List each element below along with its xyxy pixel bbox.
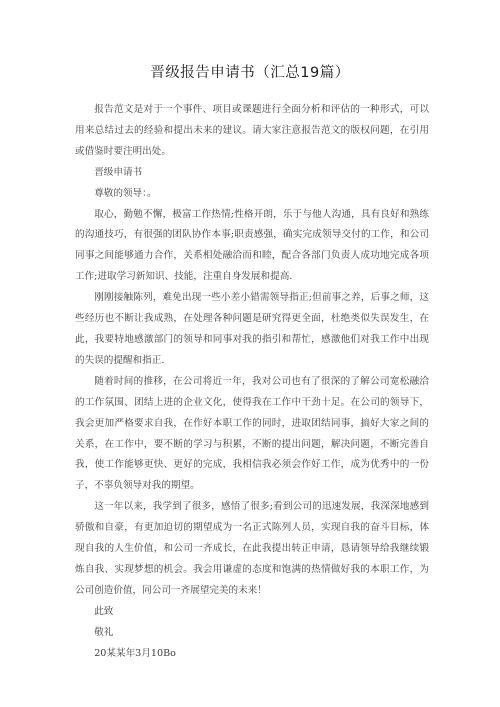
body-paragraph-3: 随着时间的推移，在公司将近一年，我对公司也有了很深的了解公司宽松融洽的工作氛围、团结上进的企业文化，使得我在工作中干劲十足。在公司的领导下，我会更加严格要求自我，在作好本职工作的同时，进取团结同事，搞好大家之间的关系，在工作中，要不断的学习与积累，不断的提出问题，解决问题，不断完善自我，使工作能够更快、更好的完成，我相信我必须会作好工作，成为优秀中的一份子，不辜负领导对我的期望。 xyxy=(75,375,429,492)
regards: 敬礼 xyxy=(94,626,114,638)
date: 20某某年3月10Bo xyxy=(94,647,176,659)
body-paragraph-1: 取心，勤勉不懈，极富工作热情;性格开朗，乐于与他人沟通，具有良好和熟练的沟通技巧，有很强的团队协作本事;职责感强，确实完成领导交付的工作，和公司同事之间能够通力合作，关系相处融洽而和睦，配合各部门负责人成功地完成各项工作;进取学习新知识、技能，注重自身发展和提高. xyxy=(75,208,429,283)
salutation: 尊敬的领导：。 xyxy=(94,187,157,199)
body-paragraph-2: 刚刚接触陈列，难免出现一些小差小错需领导指正;但前事之养，后事之师，这些经历也不断让我成熟，在处理各种问题是研究得更全面，杜绝类似失误发生，在此，我要特地感激部门的领导和同事对我的指引和帮忙，感激他们对我工作中出现的失误的提醒和指正. xyxy=(75,292,429,366)
intro-paragraph: 报告范文是对于一个事件、项目或课题进行全面分析和评估的一种形式，可以用来总结过去的经验和提出未来的建议。请大家注意报告范文的版权问题，在引用或借鉴时要注明出处。 xyxy=(75,104,429,157)
document-title: 晋级报告申请书（汇总19篇） xyxy=(150,65,350,81)
subheading: 晋级申请书 xyxy=(94,166,143,178)
body-paragraph-4: 这一年以来，我学到了很多，感悟了很多;看到公司的迅速发展，我深深地感到骄傲和自豪，有更加迫切的期望成为一名正式陈列人员，实现自我的奋斗目标，体现自我的人生价值，和公司一齐成长，在此我提出转正申请，恳请领导给我继续锻炼自我、实现梦想的机会。我会用谦虚的态度和饱满的热情做好我的本职工作，为公司创造价值，同公司一齐展望完美的未来！ xyxy=(75,501,429,596)
closing: 此致 xyxy=(94,605,114,617)
document-body xyxy=(75,100,429,664)
